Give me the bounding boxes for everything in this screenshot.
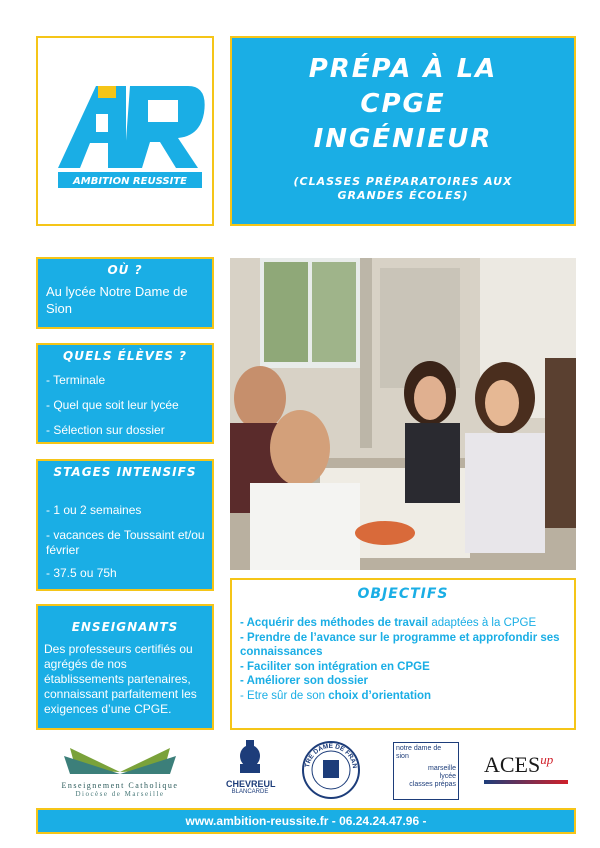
- sion-line-5: classes prépas: [409, 781, 456, 788]
- stages-heading: STAGES INTENSIFS: [53, 465, 197, 479]
- sion-line-2: sion: [396, 753, 409, 760]
- title-line-1: PRÉPA À LA: [308, 54, 498, 84]
- ndf-text: TRE DAME DE FRAN: [304, 742, 358, 769]
- students-item: - Quel que soit leur lycée: [46, 398, 179, 412]
- ec-text-1: Enseignement Catholique: [61, 781, 179, 790]
- aces-up-text: up: [540, 752, 554, 767]
- objective-1-rest: adaptées à la CPGE: [431, 617, 537, 629]
- ambition-reussite-logo: [38, 38, 212, 224]
- title-line-2: CPGE: [360, 89, 446, 119]
- subtitle-line-2: GRANDES ÉCOLES): [337, 189, 469, 202]
- partner-chevreul: [226, 738, 274, 800]
- footer-bar: [36, 808, 576, 834]
- teachers-heading: ENSEIGNANTS: [71, 620, 179, 634]
- students-item: - Sélection sur dossier: [46, 423, 165, 437]
- students-panel: [36, 343, 214, 444]
- teachers-panel: [36, 604, 214, 730]
- subtitle-line-1: (CLASSES PRÉPARATOIRES AUX: [293, 175, 513, 188]
- open-book-icon: [40, 742, 200, 776]
- sion-line-1: notre dame de: [396, 745, 442, 752]
- stages-item: - 37.5 ou 75h: [46, 566, 117, 580]
- objective-2: - Prendre de l’avance sur le programme et approfondir ses connaissances: [240, 631, 560, 658]
- partner-enseignement-catholique: [40, 742, 200, 800]
- objective-1-bold: - Acquérir des méthodes de travail: [240, 617, 432, 629]
- objective-4: - Améliorer son dossier: [240, 675, 369, 687]
- logo-banner-text: AMBITION REUSSITE: [73, 176, 187, 187]
- sion-line-3: marseille: [427, 765, 456, 772]
- objective-3: - Faciliter son intégration en CPGE: [240, 660, 430, 673]
- stages-item: - vacances de Toussaint et/ou février: [46, 528, 205, 557]
- chevreul-tower-icon: [235, 738, 265, 774]
- ndf-seal-icon: [300, 740, 362, 800]
- objective-5-lead: - Etre sûr de son: [240, 689, 329, 702]
- title-panel: [230, 36, 576, 226]
- objectives-panel: [230, 578, 576, 730]
- students-heading: QUELS ÉLÈVES ?: [63, 349, 187, 363]
- logo-panel: [36, 36, 214, 226]
- students-item: - Terminale: [46, 373, 106, 387]
- sion-line-4: lycée: [439, 773, 456, 780]
- aces-underline: [484, 780, 568, 784]
- objectives-heading: OBJECTIFS: [357, 586, 449, 602]
- stages-item: - 1 ou 2 semaines: [46, 503, 142, 517]
- partner-notre-dame-de-sion: [393, 742, 459, 800]
- objective-5-bold: choix d’orientation: [328, 689, 432, 702]
- partner-notre-dame-de-france: [300, 740, 362, 800]
- partner-aces-up: [484, 752, 576, 792]
- chevreul-sub: BLANCARDE: [231, 789, 269, 795]
- where-panel: [36, 257, 214, 329]
- students-photo: [230, 258, 576, 570]
- stages-panel: [36, 459, 214, 591]
- chevreul-name: CHEVREUL: [226, 779, 276, 789]
- where-text: Au lycée Notre Dame de Sion: [46, 284, 188, 316]
- title-line-3: INGÉNIEUR: [313, 124, 493, 154]
- footer-contact[interactable]: www.ambition-reussite.fr - 06.24.24.47.96 -: [185, 814, 427, 828]
- aces-text: ACES: [484, 752, 541, 777]
- teachers-text: Des professeurs certifiés ou agrégés de nos établissements partenaires, connaissant parfaitement les exigences d’une CPGE.: [44, 642, 197, 716]
- where-heading: OÙ ?: [107, 263, 143, 277]
- ec-text-2: Diocèse de Marseille: [75, 790, 165, 798]
